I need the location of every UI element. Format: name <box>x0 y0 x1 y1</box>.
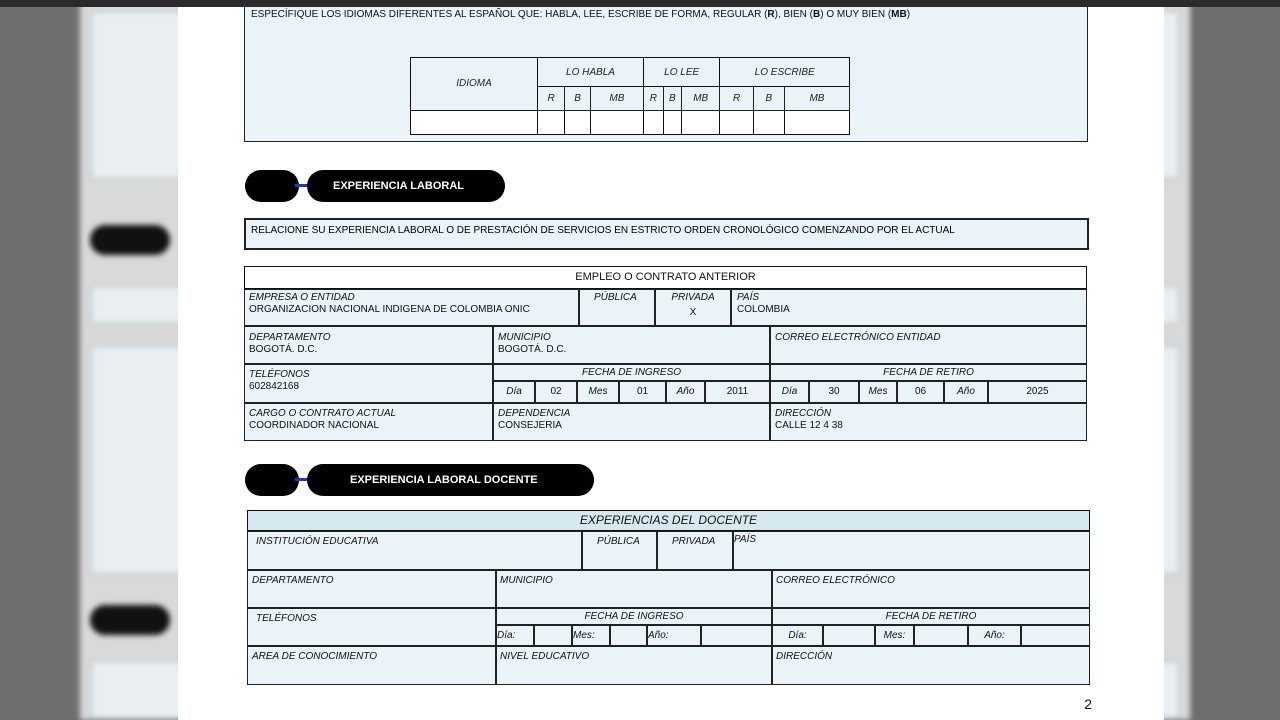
document-page <box>178 7 1164 720</box>
docente-ingreso-anio-input[interactable] <box>701 625 772 646</box>
dependencia-value: CONSEJERIA <box>498 420 562 431</box>
docente-privada-label: PRIVADA <box>672 536 716 547</box>
telefonos-label: TELÉFONOS <box>249 369 310 380</box>
retiro-anio-label: Año <box>944 381 988 403</box>
departamento-value: BOGOTÁ. D.C. <box>249 344 318 355</box>
level-r: R <box>643 87 663 110</box>
fecha-retiro-header: FECHA DE RETIRO <box>770 364 1087 381</box>
col-lo-escribe: LO ESCRIBE <box>720 58 850 87</box>
habla-b-checkbox[interactable] <box>565 110 590 134</box>
languages-table <box>410 57 850 135</box>
cargo-label: CARGO O CONTRATO ACTUAL <box>249 408 397 419</box>
nivel-educativo-field[interactable] <box>496 646 772 685</box>
institucion-label: INSTITUCIÓN EDUCATIVA <box>256 536 379 547</box>
publica-field[interactable] <box>579 289 655 326</box>
nivel-educativo-label: NIVEL EDUCATIVO <box>500 651 590 662</box>
empresa-value: ORGANIZACION NACIONAL INDIGENA DE COLOMBIA ONIC <box>249 304 530 315</box>
docente-departamento-field[interactable] <box>247 570 496 608</box>
idioma-input[interactable] <box>411 110 538 134</box>
docente-form <box>247 510 1090 685</box>
retiro-anio-input[interactable]: 2025 <box>988 381 1087 403</box>
section-marker <box>245 170 299 202</box>
ingreso-anio-label: Año <box>666 381 705 403</box>
level-r: R <box>538 87 565 110</box>
col-idioma: IDIOMA <box>411 58 538 111</box>
ingreso-mes-label: Mes <box>577 381 619 403</box>
departamento-field[interactable] <box>244 326 493 364</box>
escribe-r-checkbox[interactable] <box>720 110 753 134</box>
docente-fecha-retiro-header: FECHA DE RETIRO <box>772 608 1090 625</box>
empresa-label: EMPRESA O ENTIDAD <box>249 292 355 303</box>
escribe-b-checkbox[interactable] <box>753 110 784 134</box>
dependencia-field[interactable] <box>493 403 770 441</box>
docente-title: EXPERIENCIAS DEL DOCENTE <box>247 510 1090 531</box>
area-conocimiento-field[interactable] <box>247 646 496 685</box>
docente-retiro-dia-label: Día: <box>772 625 823 646</box>
retiro-mes-label: Mes <box>859 381 897 403</box>
level-mb: MB <box>682 87 720 110</box>
level-b: B <box>753 87 784 110</box>
municipio-label: MUNICIPIO <box>498 332 551 343</box>
cargo-value: COORDINADOR NACIONAL <box>249 420 380 431</box>
col-lo-habla: LO HABLA <box>538 58 644 87</box>
bg-pill <box>90 605 170 635</box>
level-b: B <box>565 87 590 110</box>
docente-direccion-field[interactable] <box>772 646 1090 685</box>
col-lo-lee: LO LEE <box>643 58 719 87</box>
section-title: EXPERIENCIA LABORAL <box>307 170 505 202</box>
lee-mb-checkbox[interactable] <box>682 110 720 134</box>
direccion-label: DIRECCIÓN <box>775 408 832 419</box>
ingreso-mes-input[interactable]: 01 <box>619 381 666 403</box>
habla-mb-checkbox[interactable] <box>590 110 643 134</box>
lee-b-checkbox[interactable] <box>663 110 681 134</box>
direccion-field[interactable] <box>770 403 1087 441</box>
lee-r-checkbox[interactable] <box>643 110 663 134</box>
empleo-form <box>244 266 1087 441</box>
municipio-field[interactable] <box>493 326 770 364</box>
docente-telefonos-field[interactable] <box>247 608 496 646</box>
docente-ingreso-dia-input[interactable] <box>534 625 572 646</box>
page-number: 2 <box>1084 696 1092 712</box>
docente-retiro-anio-label: Año: <box>968 625 1021 646</box>
docente-ingreso-mes-input[interactable] <box>610 625 647 646</box>
retiro-mes-input[interactable]: 06 <box>897 381 944 403</box>
docente-privada-field[interactable] <box>657 531 733 570</box>
institucion-field[interactable] <box>247 531 582 570</box>
retiro-dia-input[interactable]: 30 <box>809 381 859 403</box>
section-marker <box>245 464 299 496</box>
pais-value: COLOMBIA <box>737 304 790 315</box>
docente-publica-field[interactable] <box>582 531 657 570</box>
telefonos-field[interactable] <box>244 364 493 403</box>
docente-pais-field[interactable] <box>733 531 1090 570</box>
habla-r-checkbox[interactable] <box>538 110 565 134</box>
level-b: B <box>663 87 681 110</box>
docente-departamento-label: DEPARTAMENTO <box>252 575 334 586</box>
telefonos-value: 602842168 <box>249 381 300 392</box>
viewer-top-bar <box>0 0 1280 7</box>
section-title: EXPERIENCIA LABORAL DOCENTE <box>307 464 594 496</box>
level-r: R <box>720 87 753 110</box>
privada-field[interactable] <box>655 289 731 326</box>
pais-field[interactable] <box>731 289 1087 326</box>
languages-instruction: ESPECÍFIQUE LOS IDIOMAS DIFERENTES AL ESPAÑOL QUE: HABLA, LEE, ESCRIBE DE FORMA, REGULAR (R), BIEN (B) O MUY BIEN (MB) <box>251 9 911 20</box>
level-mb: MB <box>590 87 643 110</box>
level-mb: MB <box>784 87 849 110</box>
privada-mark: X <box>689 307 697 318</box>
privada-label: PRIVADA <box>671 292 715 303</box>
cargo-field[interactable] <box>244 403 493 441</box>
docente-fecha-ingreso-header: FECHA DE INGRESO <box>496 608 772 625</box>
bg-pill <box>90 225 170 255</box>
correo-entidad-field[interactable] <box>770 326 1087 364</box>
escribe-mb-checkbox[interactable] <box>784 110 849 134</box>
municipio-value: BOGOTÁ. D.C. <box>498 344 567 355</box>
correo-entidad-label: CORREO ELECTRÓNICO ENTIDAD <box>775 332 941 343</box>
experiencia-instruction-box <box>244 218 1089 250</box>
docente-retiro-anio-input[interactable] <box>1021 625 1090 646</box>
docente-ingreso-anio-label: Año: <box>647 625 701 646</box>
empresa-field[interactable] <box>244 289 579 326</box>
experiencia-instruction: RELACIONE SU EXPERIENCIA LABORAL O DE PRESTACIÓN DE SERVICIOS EN ESTRICTO ORDEN CRONOLÓGICO COMENZANDO POR EL ACTUAL <box>251 225 955 236</box>
publica-label: PÚBLICA <box>594 292 637 303</box>
docente-municipio-label: MUNICIPIO <box>500 575 553 586</box>
departamento-label: DEPARTAMENTO <box>249 332 331 343</box>
docente-retiro-mes-input[interactable] <box>914 625 968 646</box>
docente-ingreso-mes-label: Mes: <box>572 625 610 646</box>
docente-direccion-label: DIRECCIÓN <box>776 651 833 662</box>
area-conocimiento-label: AREA DE CONOCIMIENTO <box>252 651 378 662</box>
ingreso-anio-input[interactable]: 2011 <box>705 381 770 403</box>
docente-correo-field[interactable] <box>772 570 1090 608</box>
docente-retiro-dia-input[interactable] <box>823 625 875 646</box>
pais-label: PAÍS <box>737 292 760 303</box>
docente-correo-label: CORREO ELECTRÓNICO <box>776 575 895 586</box>
ingreso-dia-input[interactable]: 02 <box>535 381 577 403</box>
direccion-value: CALLE 12 4 38 <box>775 420 843 431</box>
retiro-dia-label: Día <box>770 381 809 403</box>
dependencia-label: DEPENDENCIA <box>498 408 571 419</box>
docente-publica-label: PÚBLICA <box>597 536 640 547</box>
languages-section <box>244 7 1088 142</box>
docente-ingreso-dia-label: Día: <box>496 625 534 646</box>
docente-municipio-field[interactable] <box>496 570 772 608</box>
docente-telefonos-label: TELÉFONOS <box>256 613 317 624</box>
empleo-title: EMPLEO O CONTRATO ANTERIOR <box>244 266 1087 289</box>
docente-retiro-mes-label: Mes: <box>875 625 914 646</box>
docente-pais-label: PAÍS <box>734 534 757 545</box>
fecha-ingreso-header: FECHA DE INGRESO <box>493 364 770 381</box>
ingreso-dia-label: Día <box>493 381 535 403</box>
